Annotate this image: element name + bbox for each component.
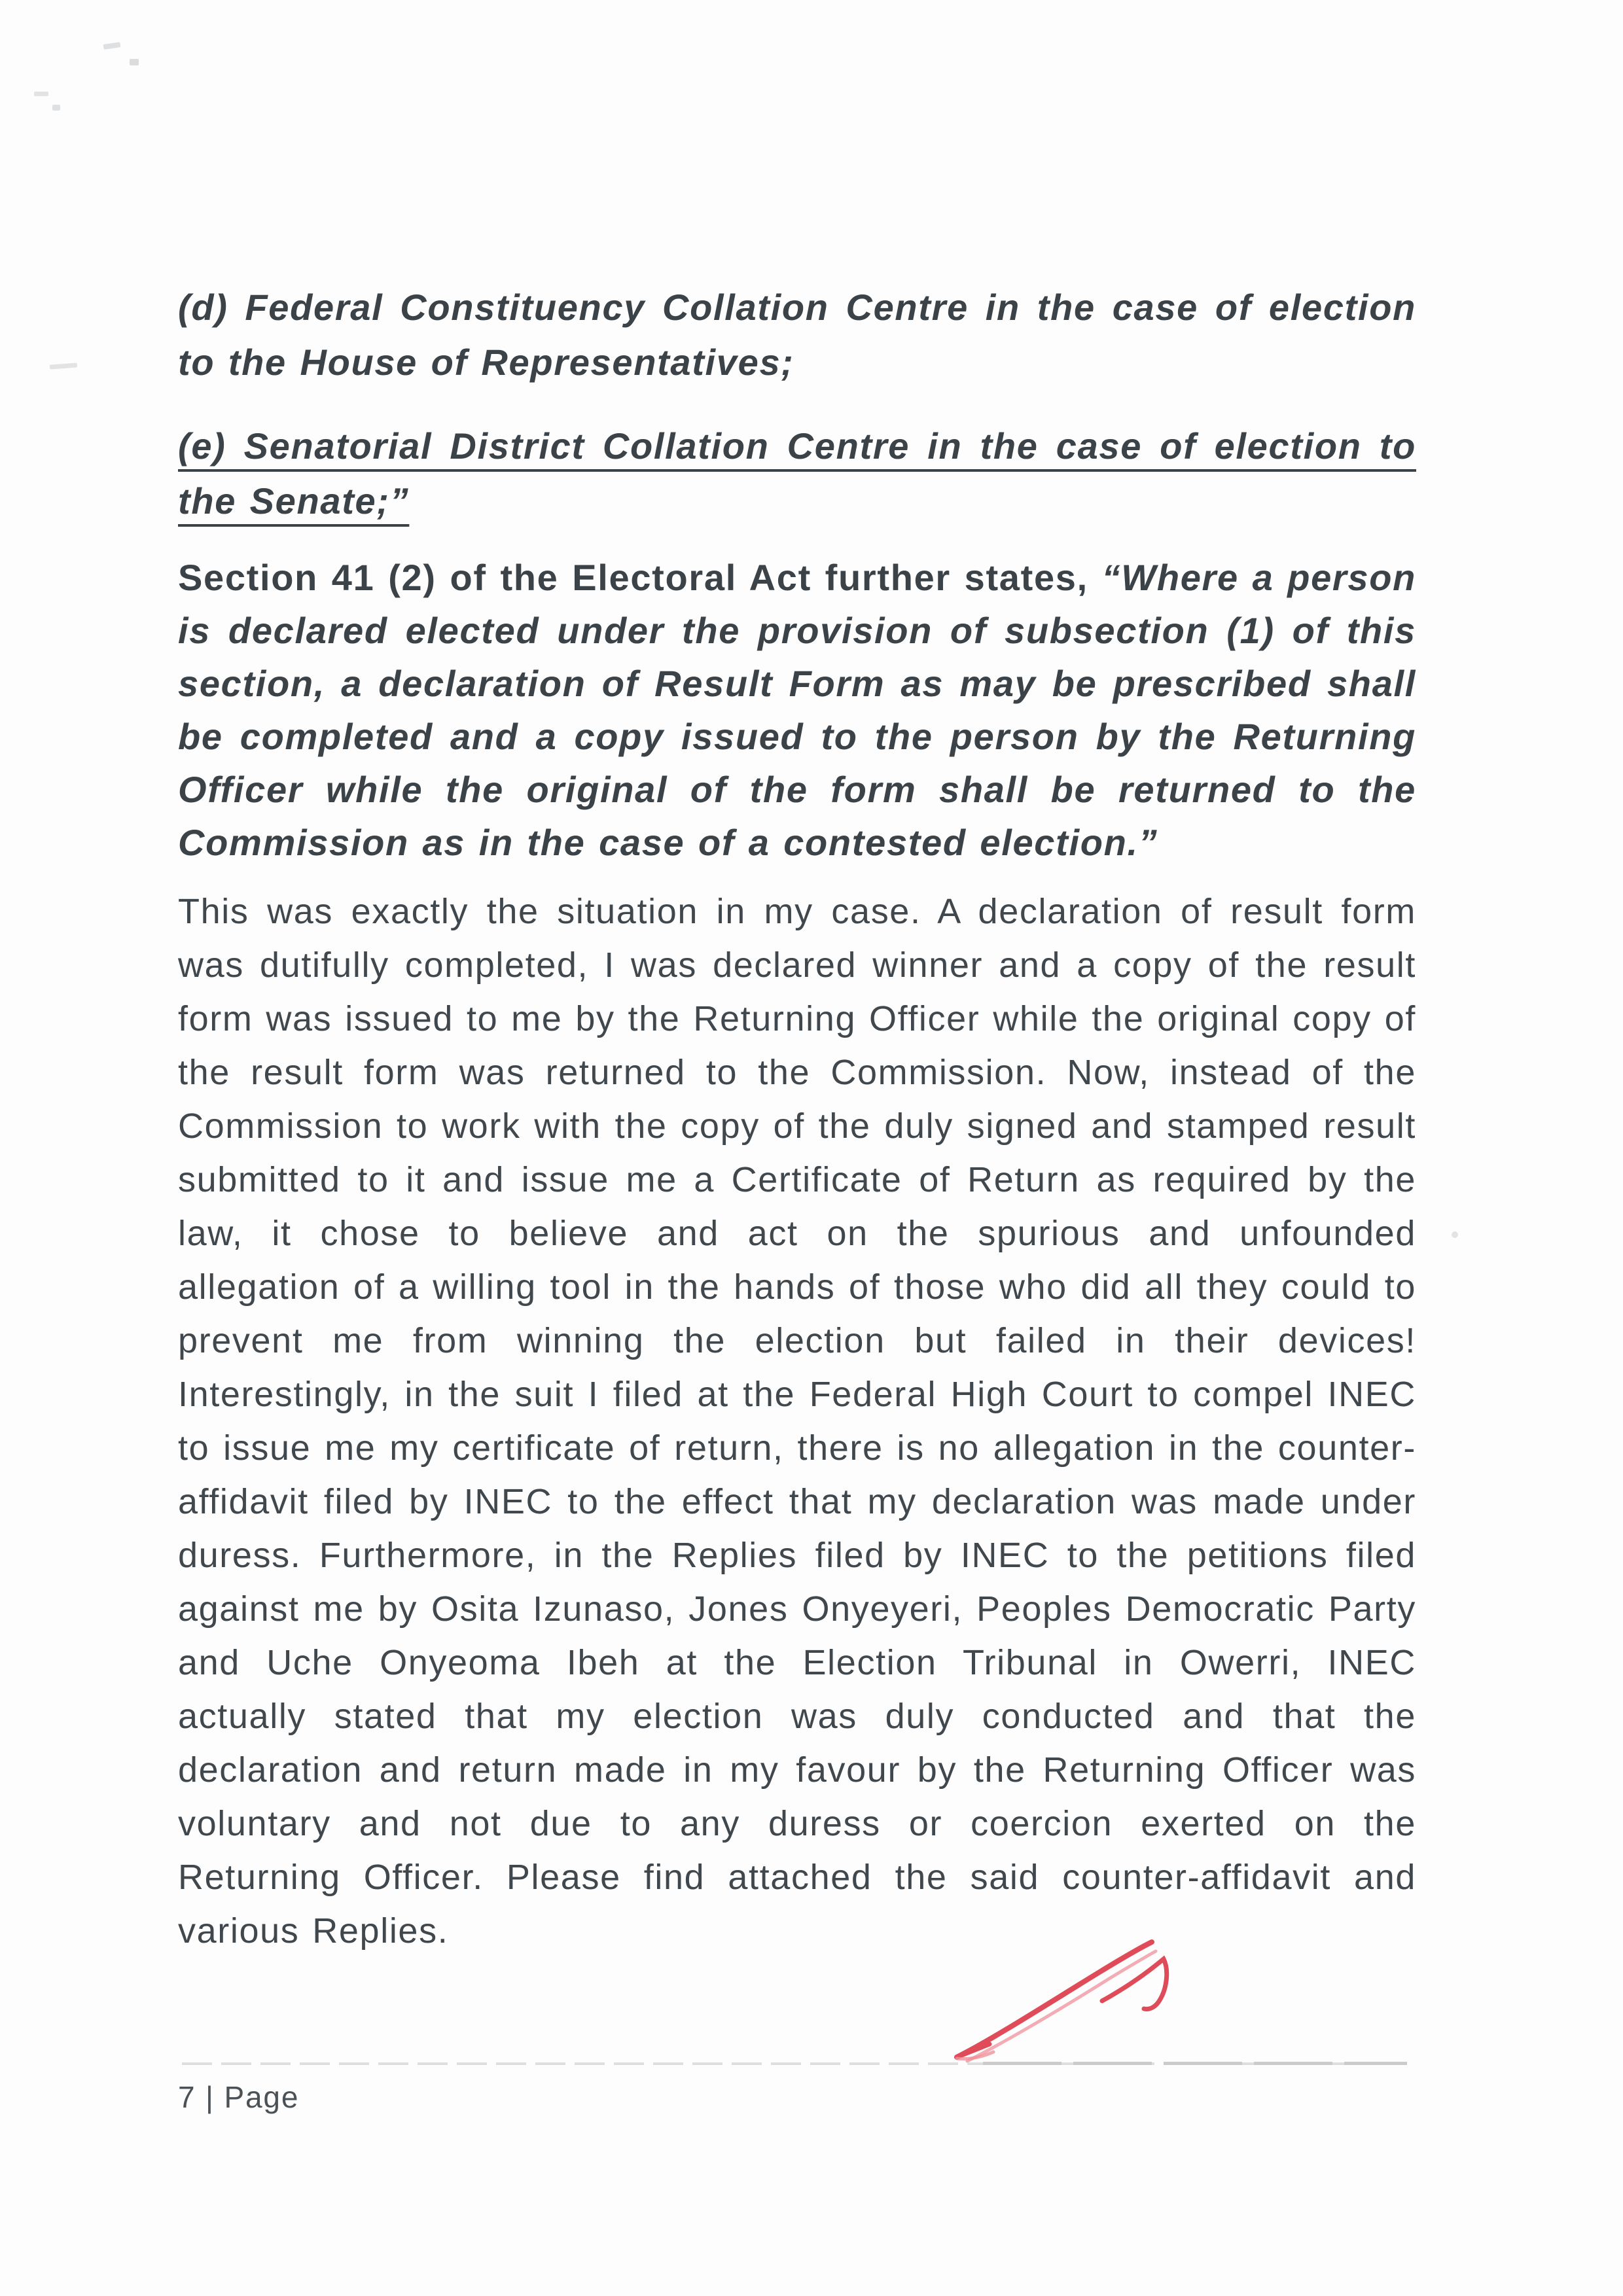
scan-speck [50,363,77,370]
footer-divider-line-dark-segment [983,2062,1407,2065]
scan-speck [52,105,60,111]
scan-speck [1452,1231,1458,1238]
clause-d-paragraph: (d) Federal Constituency Collation Centre in the case of election to the House of Representatives; [178,287,1416,383]
page-number-label: 7 | Page [178,2080,300,2114]
section-41-lead: Section 41 (2) of the Electoral Act further states, [178,557,1102,598]
clause-e-paragraph: (e) Senatorial District Collation Centre in the case of election to the Senate;” [178,425,1416,521]
scan-speck [130,59,139,65]
scan-speck [103,42,121,50]
red-signature-mark [948,1929,1178,2069]
signature-stroke [967,1951,1156,2061]
section-41-paragraph [178,551,1416,869]
scan-speck [34,92,48,96]
signature-stroke [957,1942,1152,2057]
narrative-paragraph: This was exactly the situation in my case. A declaration of result form was dutifully completed, I was declared winner and a copy of the result form was issued to me by the Returning Officer while the original copy of the result form was returned to the Commission. Now, instead of the Commission to work with the copy of the duly signed and stamped result submitted to it and issue me a Certificate of Return as required by the law, it chose to believe and act on the spurious and unfounded allegation of a willing tool in the hands of those who did all they could to prevent me from winning the election but failed in their devices! Interestingly, in the suit I filed at the Federal High Court to compel INEC to issue me my certificate of return, there is no allegation in the counter-affidavit filed by INEC to the effect that my declaration was made under duress. Furthermore, in the Replies filed by INEC to the petitions filed against me by Osita Izunaso, Jones Onyeyeri, Peoples Democratic Party and Uche Onyeoma Ibeh at the Election Tribunal in Owerri, INEC actually stated that my election was duly conducted and that the declaration and return made in my favour by the Returning Officer was voluntary and not due to any duress or coercion exerted on the Returning Officer. Please find attached the said counter-affidavit and various Replies. [178,892,1416,1951]
section-41-quote: “Where a person is declared elected under the provision of subsection (1) of this section, a declaration of Result Form as may be prescribed shall be completed and a copy issued to the person by the Returning Officer while the original of the form shall be returned to the Commission as in the case of a contested election.” [178,557,1417,863]
